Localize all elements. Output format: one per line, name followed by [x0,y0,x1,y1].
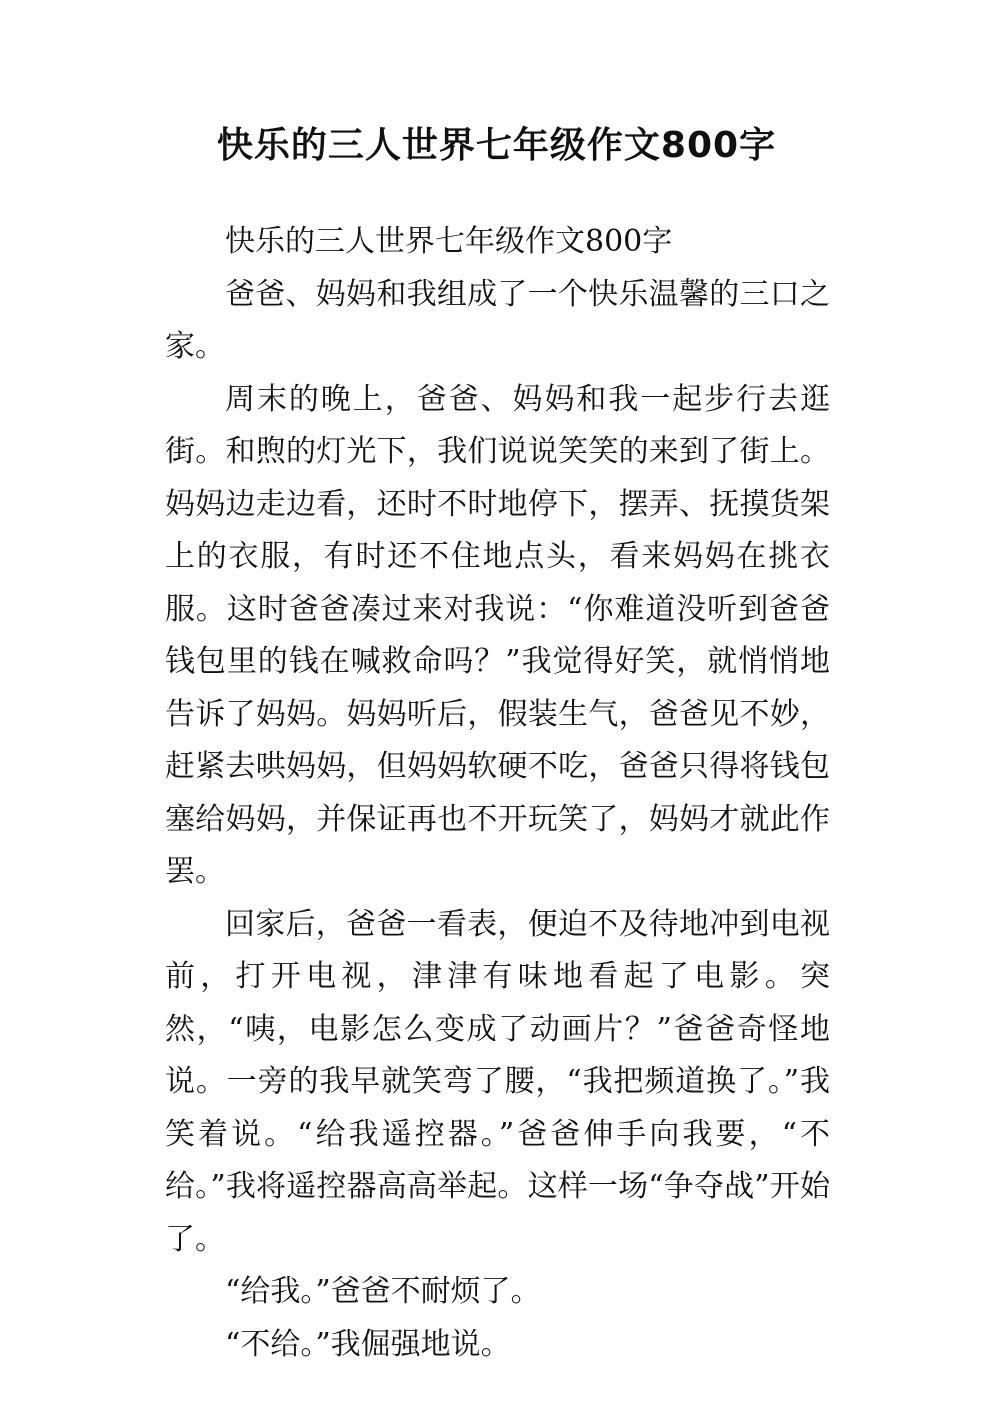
paragraph-dialogue-1: “给我。”爸爸不耐烦了。 [225,1274,541,1309]
paragraph-dialogue-2: “不给。”我倔强地说。 [225,1326,511,1362]
document-title: 快乐的三人世界七年级作文800字 [216,125,777,166]
document-body [165,216,830,1371]
paragraph-weekend: 周末的晚上，爸爸、妈妈和我一起步行去逛街。和煦的灯光下，我们说说笑笑的来到了街上。妈妈边走边看，还时不时地停下，摆弄、抚摸货架上的衣服，有时还不住地点头，看来妈妈在挑衣服。这时爸爸凑过来对我说：“你难道没听到爸爸钱包里的钱在喊救命吗？”我觉得好笑，就悄悄地告诉了妈妈。妈妈听后，假装生气，爸爸见不妙，赶紧去哄妈妈，但妈妈软硬不吃，爸爸只得将钱包塞给妈妈，并保证再也不开玩笑了，妈妈才就此作罢。 [165,381,830,889]
paragraph-heading: 快乐的三人世界七年级作文800字 [225,224,673,259]
paragraph-tv: 回家后，爸爸一看表，便迫不及待地冲到电视前，打开电视，津津有味地看起了电影。突然，“咦，电影怎么变成了动画片？”爸爸奇怪地说。一旁的我早就笑弯了腰，“我把频道换了。”我笑着说。“给我遥控器。”爸爸伸手向我要，“不给。”我将遥控器高高举起。这样一场“争夺战”开始了。 [165,906,830,1257]
paragraph-intro: 爸爸、妈妈和我组成了一个快乐温馨的三口之家。 [165,276,830,364]
